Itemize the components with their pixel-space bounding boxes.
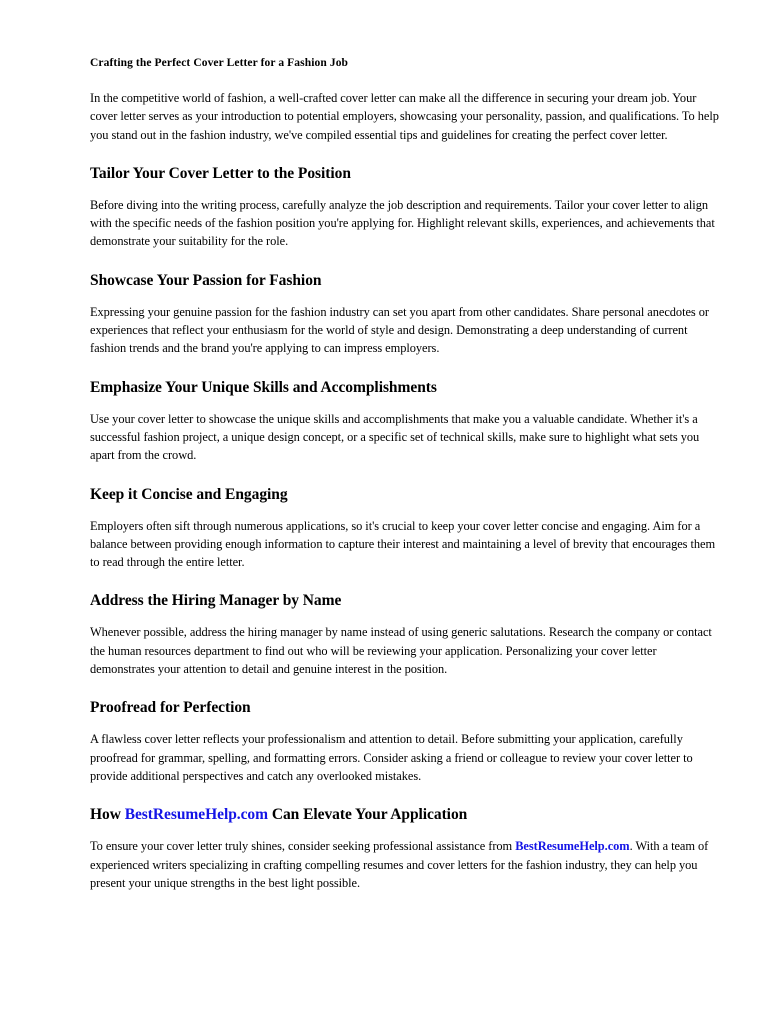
heading-suffix-text: Can Elevate Your Application bbox=[268, 806, 468, 824]
intro-paragraph: In the competitive world of fashion, a well-crafted cover letter can make all the difference in securing your dream job. Your cover letter serves as your introduction to potential employers, showcasing your personality, passion, and qualifications. To help you stand out in the fashion industry, we've compiled essential tips and guidelines for creating the perfect cover letter. bbox=[90, 91, 719, 142]
heading-prefix-text: How bbox=[90, 806, 125, 824]
section-heading bbox=[90, 805, 722, 825]
section-heading: Proofread for Perfection bbox=[90, 699, 251, 717]
section-paragraph bbox=[90, 837, 722, 892]
page-title: Crafting the Perfect Cover Letter for a Fashion Job bbox=[90, 57, 349, 69]
section-paragraph: Use your cover letter to showcase the unique skills and accomplishments that make you a valuable candidate. Whether it's a successful fashion project, a unique design concept, or a specific set of technical skills, make sure to highlight what sets you apart from the crowd. bbox=[90, 411, 700, 463]
paragraph-suffix-text: . With a team of experienced writers specializing in crafting compelling resumes and cover letters for the fashion industry, they can help you present your unique strengths in the best light possible. bbox=[90, 839, 709, 890]
section-showcase-your-passion bbox=[90, 271, 722, 358]
section-emphasize-unique-skills bbox=[90, 378, 722, 465]
section-heading: Address the Hiring Manager by Name bbox=[90, 592, 342, 610]
section-proofread-for-perfection bbox=[90, 698, 722, 785]
section-paragraph: Employers often sift through numerous applications, so it's crucial to keep your cover letter concise and engaging. Aim for a balance between providing enough information to capture their interest and maintaining a level of brevity that encourages them to read through the entire letter. bbox=[90, 518, 716, 570]
section-how-bestresumehelp-can-elevate bbox=[90, 805, 722, 892]
paragraph-prefix-text: To ensure your cover letter truly shines, consider seeking professional assistance from bbox=[90, 839, 516, 854]
section-tailor-your-cover-letter bbox=[90, 164, 722, 251]
section-paragraph: Before diving into the writing process, carefully analyze the job description and requirements. Tailor your cover letter to align with the specific needs of the fashion position you're applying for. Highlight relevant skills, experiences, and achievements that demonstrate your suitability for the role. bbox=[90, 197, 715, 249]
bestresumehelp-link[interactable]: BestResumeHelp.com bbox=[124, 806, 268, 824]
section-heading: Showcase Your Passion for Fashion bbox=[90, 271, 322, 289]
document-content bbox=[90, 56, 722, 892]
section-keep-it-concise bbox=[90, 485, 722, 572]
section-paragraph: Expressing your genuine passion for the fashion industry can set you apart from other candidates. Share personal anecdotes or experiences that reflect your enthusiasm for the world of style and design. Demonstrating a deep understanding of current fashion trends and the brand you're applying to can impress employers. bbox=[90, 304, 709, 356]
bestresumehelp-link[interactable]: BestResumeHelp.com bbox=[515, 839, 630, 854]
section-paragraph: A flawless cover letter reflects your professionalism and attention to detail. Before submitting your application, carefully proofread for grammar, spelling, and formatting errors. Consider asking a friend or colleague to review your cover letter to provide additional perspectives and catch any overlooked mistakes. bbox=[90, 732, 693, 783]
section-heading: Tailor Your Cover Letter to the Position bbox=[90, 164, 351, 182]
section-heading: Emphasize Your Unique Skills and Accomplishments bbox=[90, 378, 437, 396]
section-paragraph: Whenever possible, address the hiring manager by name instead of using generic salutations. Research the company or contact the human resources department to find out who will be reviewing your application. Personalizing your cover letter demonstrates your attention to detail and genuine interest in the position. bbox=[90, 625, 712, 677]
section-address-hiring-manager bbox=[90, 591, 722, 678]
section-heading: Keep it Concise and Engaging bbox=[90, 485, 288, 503]
